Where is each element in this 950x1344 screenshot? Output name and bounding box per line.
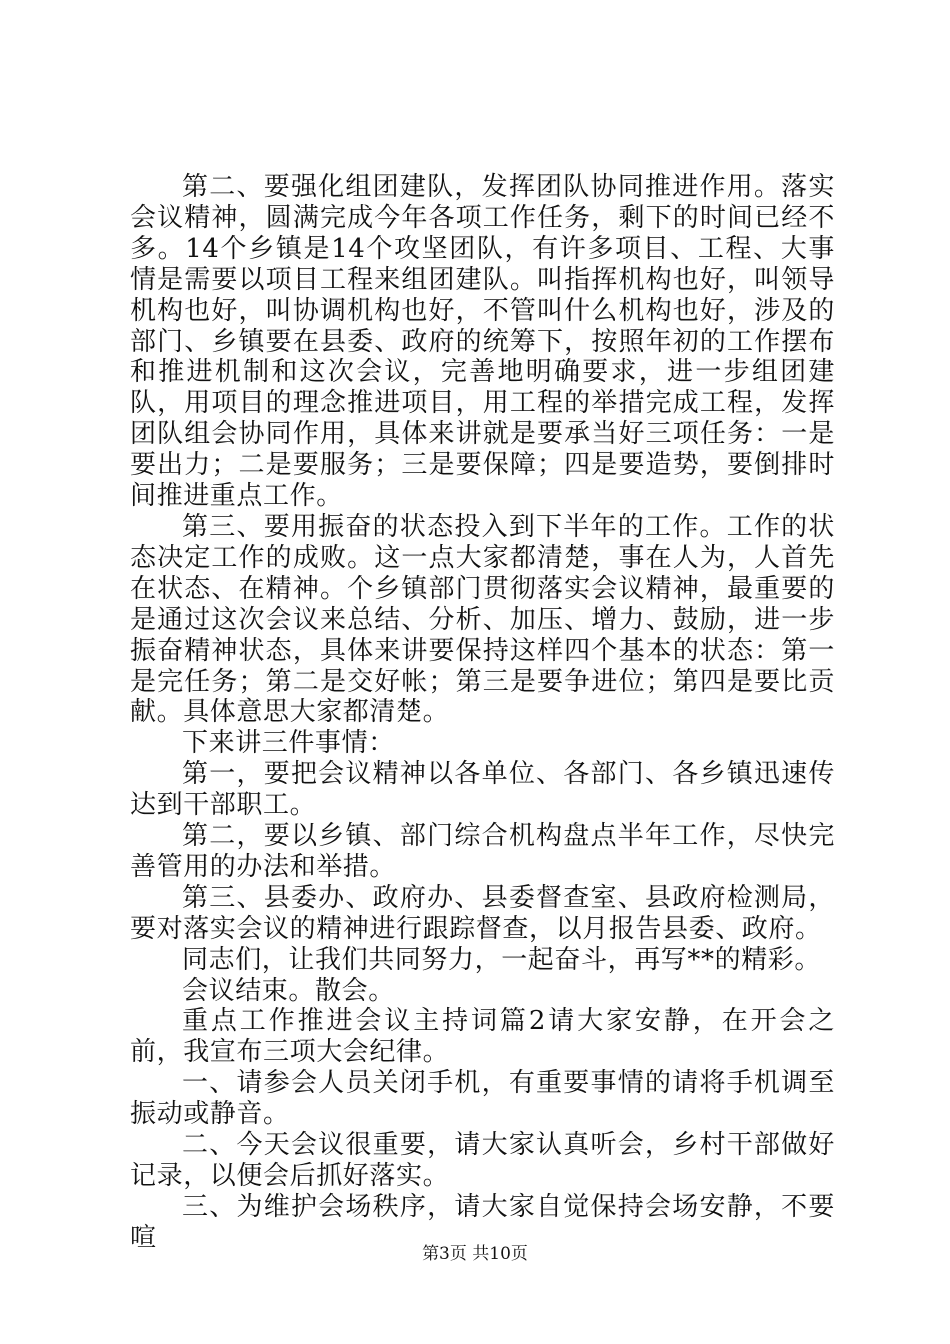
paragraph-11: 二、今天会议很重要，请大家认真听会，乡村干部做好记录，以便会后抓好落实。 (130, 1130, 835, 1191)
paragraph-4: 第一，要把会议精神以各单位、各部门、各乡镇迅速传达到干部职工。 (130, 759, 835, 821)
paragraph-12: 三、为维护会场秩序，请大家自觉保持会场安静，不要喧 (130, 1191, 835, 1253)
paragraph-9: 重点工作推进会议主持词篇2请大家安静，在开会之前，我宣布三项大会纪律。 (130, 1006, 835, 1068)
paragraph-2: 第三、要用振奋的状态投入到下半年的工作。工作的状态决定工作的成败。这一点大家都清楚，事在人为，人首先在状态、在精神。个乡镇部门贯彻落实会议精神，最重要的是通过这次会议来总结、分析、加压、增力、鼓励，进一步振奋精神状态，具体来讲要保持这样四个基本的状态：第一是完任务；第二是交好帐；第三是要争进位；第四是要比贡献。具体意思大家都清楚。 (130, 511, 835, 728)
paragraph-5: 第二，要以乡镇、部门综合机构盘点半年工作，尽快完善管用的办法和举措。 (130, 821, 835, 882)
paragraph-1: 第二、要强化组团建队，发挥团队协同推进作用。落实会议精神，圆满完成今年各项工作任务，剩下的时间已经不多。14个乡镇是14个攻坚团队，有许多项目、工程、大事情是需要以项目工程来组团建队。叫指挥机构也好，叫领导机构也好，叫协调机构也好，不管叫什么机构也好，涉及的部门、乡镇要在县委、政府的统筹下，按照年初的工作摆布和推进机制和这次会议，完善地明确要求，进一步组团建队，用项目的理念推进项目，用工程的举措完成工程，发挥团队组会协同作用，具体来讲就是要承当好三项任务：一是要出力；二是要服务；三是要保障；四是要造势，要倒排时间推进重点工作。 (130, 172, 835, 512)
paragraph-8: 会议结束。散会。 (182, 975, 395, 1006)
paragraph-6: 第三、县委办、政府办、县委督查室、县政府检测局，要对落实会议的精神进行跟踪督查，以月报告县委、政府。 (130, 882, 835, 944)
paragraph-7: 同志们，让我们共同努力，一起奋斗，再写**的精彩。 (182, 944, 822, 975)
paragraph-10: 一、请参会人员关闭手机，有重要事情的请将手机调至振动或静音。 (130, 1068, 835, 1130)
document-body (130, 172, 835, 1254)
page-number-footer: 第3页 共10页 (422, 1244, 528, 1264)
paragraph-3: 下来讲三件事情： (182, 728, 395, 759)
